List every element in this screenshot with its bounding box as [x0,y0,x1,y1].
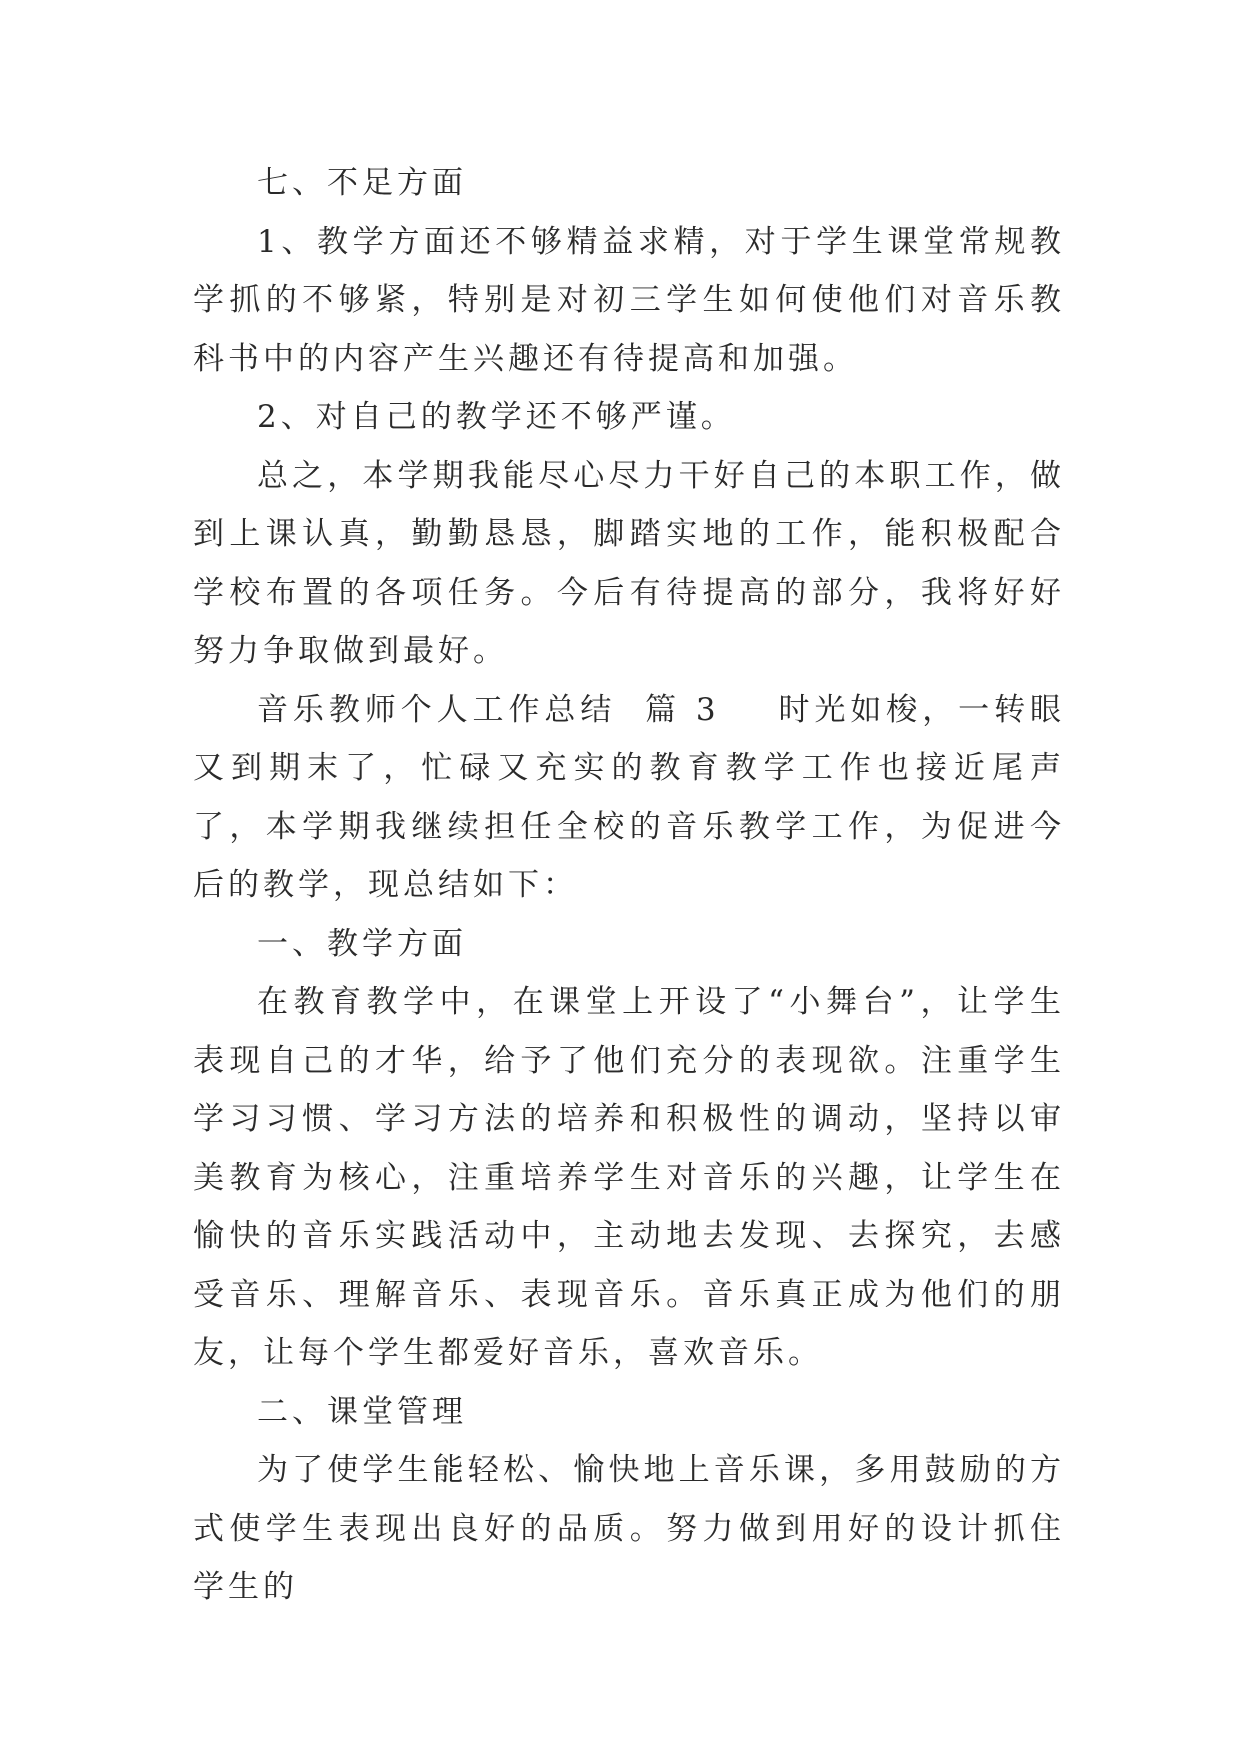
body-paragraph: 在教育教学中，在课堂上开设了“小舞台”，让学生表现自己的才华，给予了他们充分的表现欲。注重学生学习习惯、学习方法的培养和积极性的调动，坚持以审美教育为核心，注重培养学生对音乐的兴趣，让学生在愉快的音乐实践活动中，主动地去发现、去探究，去感受音乐、理解音乐、表现音乐。音乐真正成为他们的朋友，让每个学生都爱好音乐，喜欢音乐。 [193,984,1065,1371]
body-paragraph: 为了使学生能轻松、愉快地上音乐课，多用鼓励的方式使学生表现出良好的品质。努力做到用好的设计抓住学生的 [193,1452,1065,1605]
article-title: 音乐教师个人工作总结 [257,691,617,728]
body-paragraph: 2、对自己的教学还不够严谨。 [257,399,736,435]
article-intro-paragraph [193,681,1065,915]
document-body [193,154,1065,1617]
body-paragraph: 1、教学方面还不够精益求精，对于学生课堂常规教学抓的不够紧，特别是对初三学生如何使他们对音乐教科书中的内容产生兴趣还有待提高和加强。 [193,223,1065,377]
section-heading: 二、课堂管理 [257,1393,467,1430]
article-label: 篇 3 [644,691,720,728]
article-intro-text: 时光如梭，一转眼又到期末了，忙碌又充实的教育教学工作也接近尾声了，本学期我继续担任全校的音乐教学工作，为促进今后的教学，现总结如下： [193,691,1066,903]
section-heading: 七、不足方面 [257,165,467,201]
section-heading: 一、教学方面 [257,925,467,962]
body-paragraph: 总之，本学期我能尽心尽力干好自己的本职工作，做到上课认真，勤勤恳恳，脚踏实地的工作，能积极配合学校布置的各项任务。今后有待提高的部分，我将好好努力争取做到最好。 [193,457,1065,669]
